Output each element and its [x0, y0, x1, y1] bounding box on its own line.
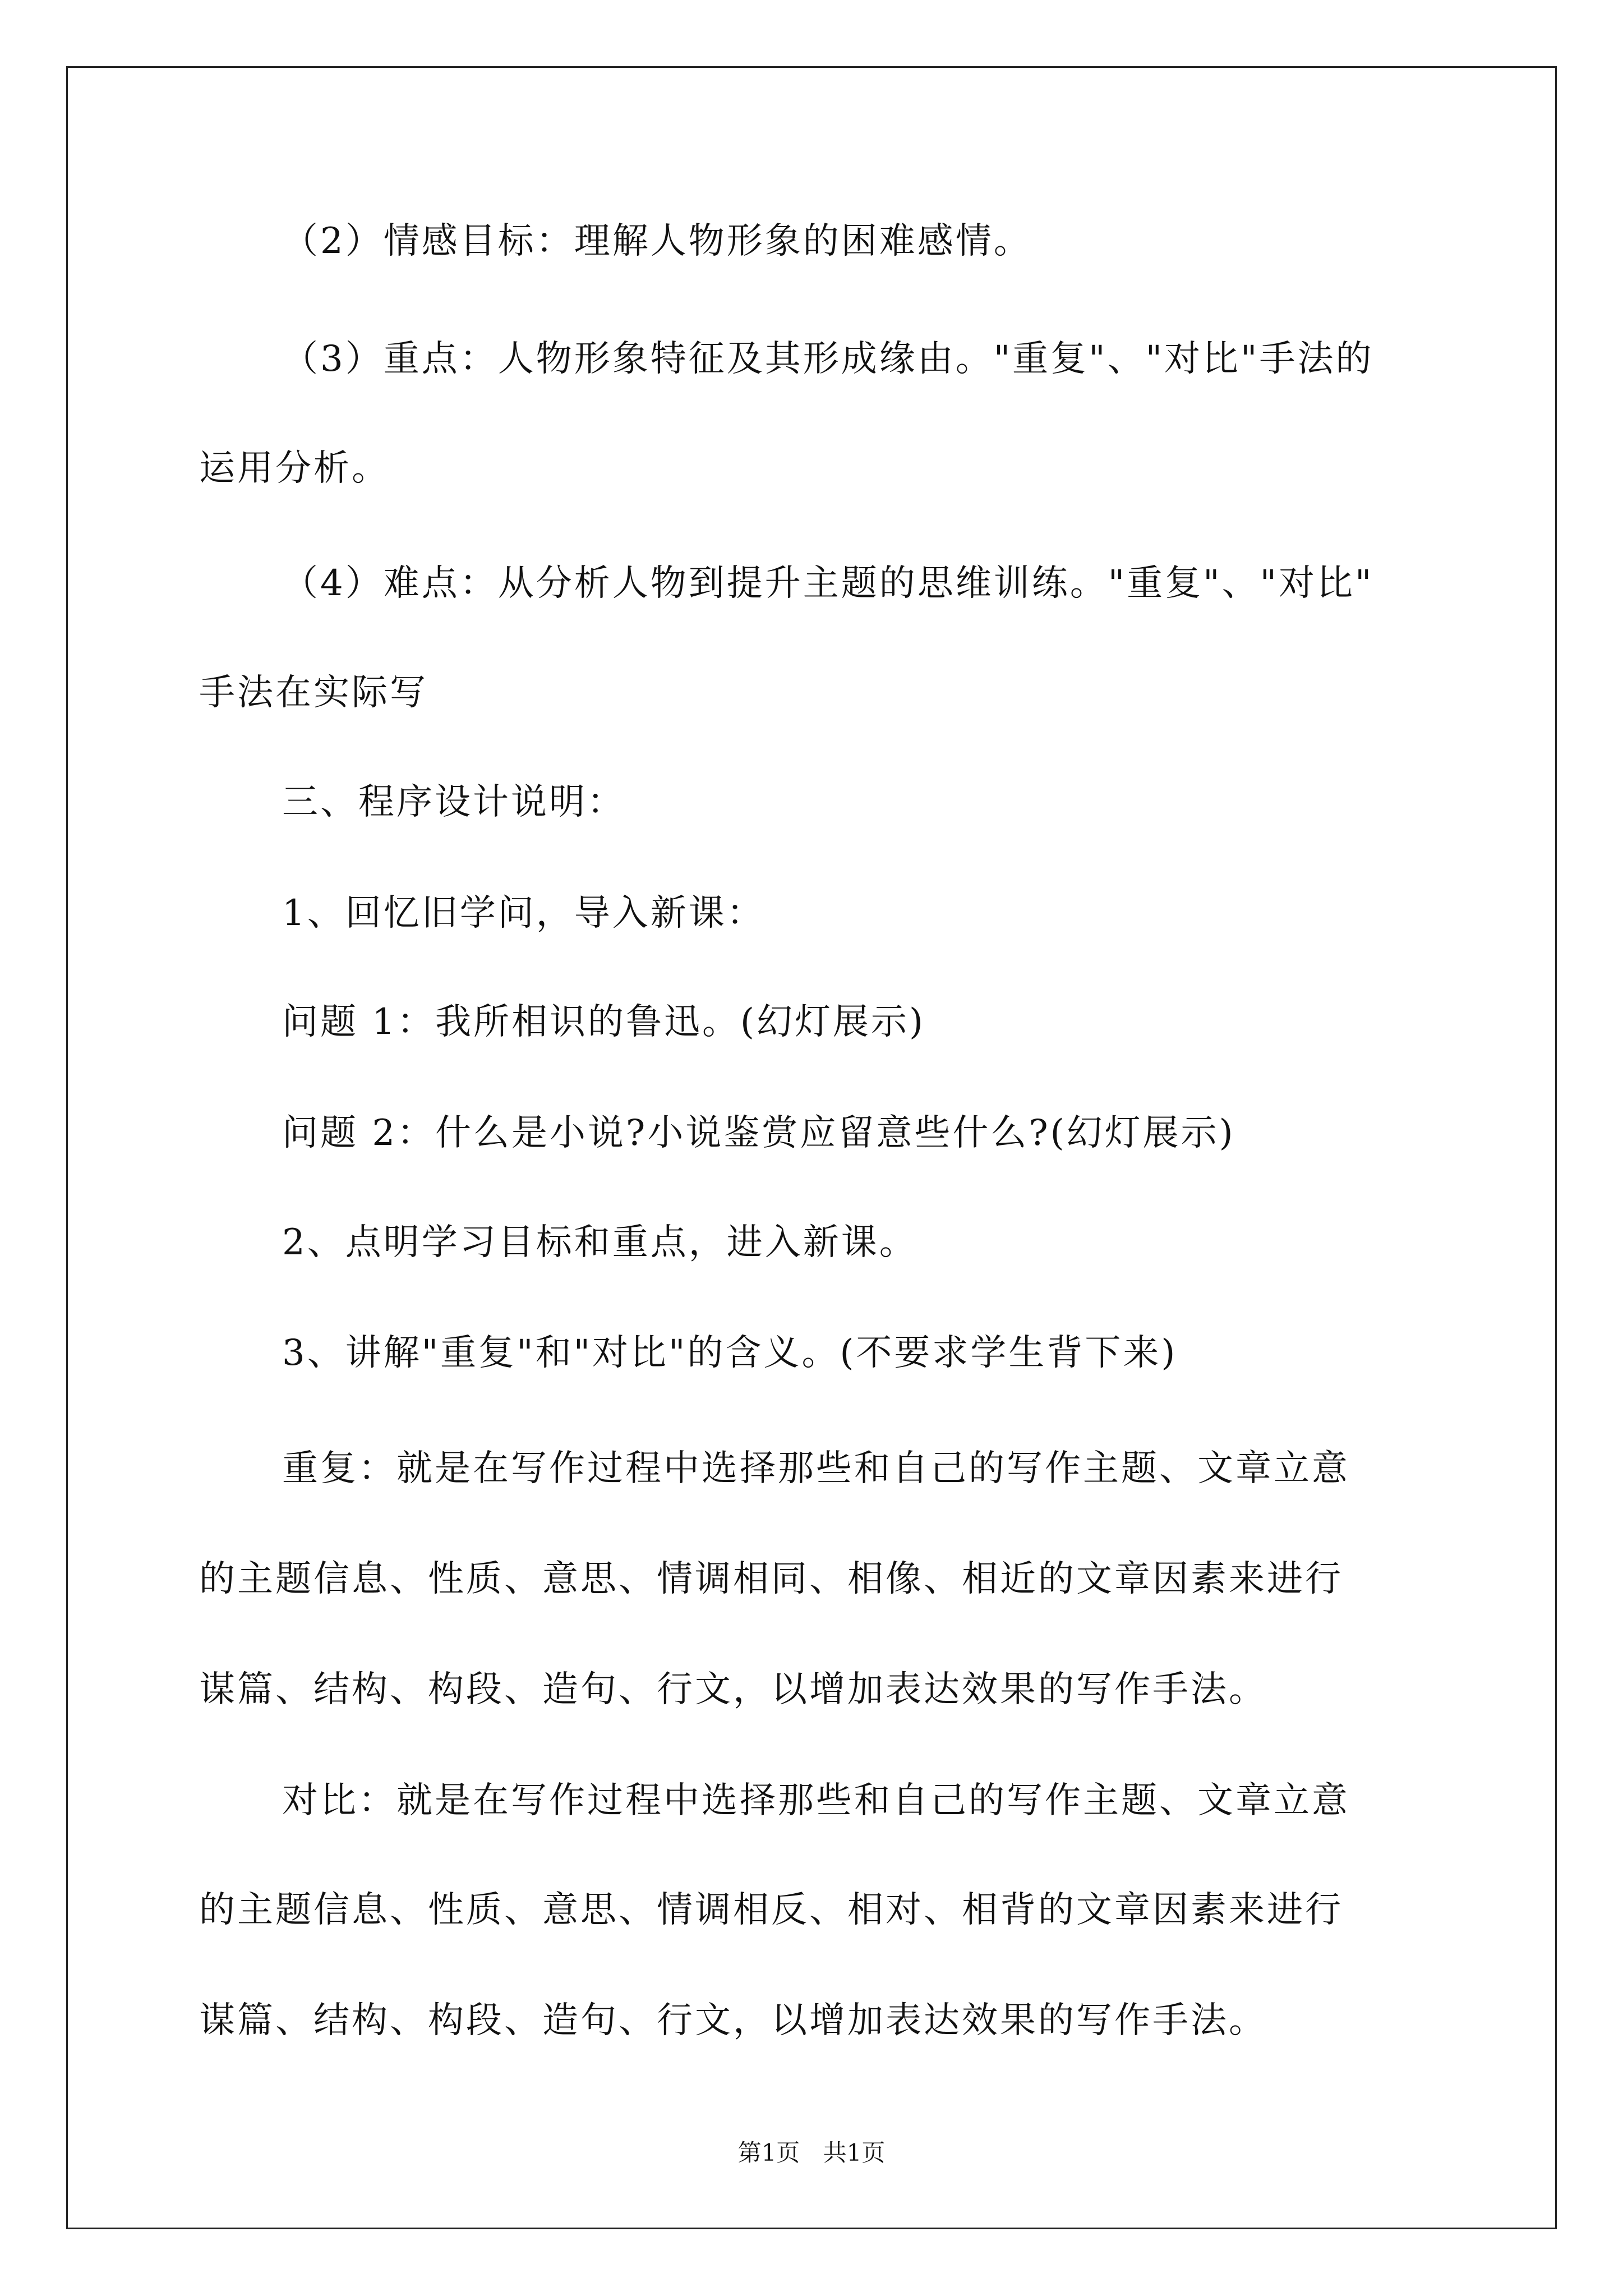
paragraph-line: 1、回忆旧学问，导入新课： [282, 892, 765, 934]
paragraph-line: 问题 2：什么是小说?小说鉴赏应留意些什么?(幻灯展示) [282, 1112, 1235, 1154]
paragraph-line: （4）难点：从分析人物到提升主题的思维训练。"重复"、"对比" [282, 563, 1374, 604]
paragraph-line: 的主题信息、性质、意思、情调相反、相对、相背的文章因素来进行 [199, 1889, 1343, 1931]
page-number-total: 共1页 [823, 2139, 886, 2166]
paragraph-line: 运用分析。 [199, 448, 390, 489]
paragraph-line: （3）重点：人物形象特征及其形成缘由。"重复"、"对比"手法的 [282, 338, 1374, 380]
section-heading: 三、程序设计说明： [282, 781, 625, 823]
page-footer [0, 2134, 1623, 2168]
paragraph-line: 谋篇、结构、构段、造句、行文，以增加表达效果的写作手法。 [199, 2000, 1267, 2041]
paragraph-line: 问题 1：我所相识的鲁迅。(幻灯展示) [282, 1001, 925, 1043]
paragraph-line: 手法在实际写 [199, 672, 428, 714]
paragraph-line: 的主题信息、性质、意思、情调相同、相像、相近的文章因素来进行 [199, 1558, 1343, 1600]
page-number-current: 第1页 [737, 2139, 800, 2166]
paragraph-line: （2）情感目标：理解人物形象的困难感情。 [282, 220, 1032, 262]
paragraph-line: 谋篇、结构、构段、造句、行文，以增加表达效果的写作手法。 [199, 1669, 1267, 1710]
paragraph-line: 2、点明学习目标和重点，进入新课。 [282, 1222, 917, 1263]
paragraph-line: 对比：就是在写作过程中选择那些和自己的写作主题、文章立意 [282, 1780, 1350, 1821]
paragraph-line: 重复：就是在写作过程中选择那些和自己的写作主题、文章立意 [282, 1448, 1350, 1489]
paragraph-line: 3、讲解"重复"和"对比"的含义。(不要求学生背下来) [282, 1332, 1178, 1374]
